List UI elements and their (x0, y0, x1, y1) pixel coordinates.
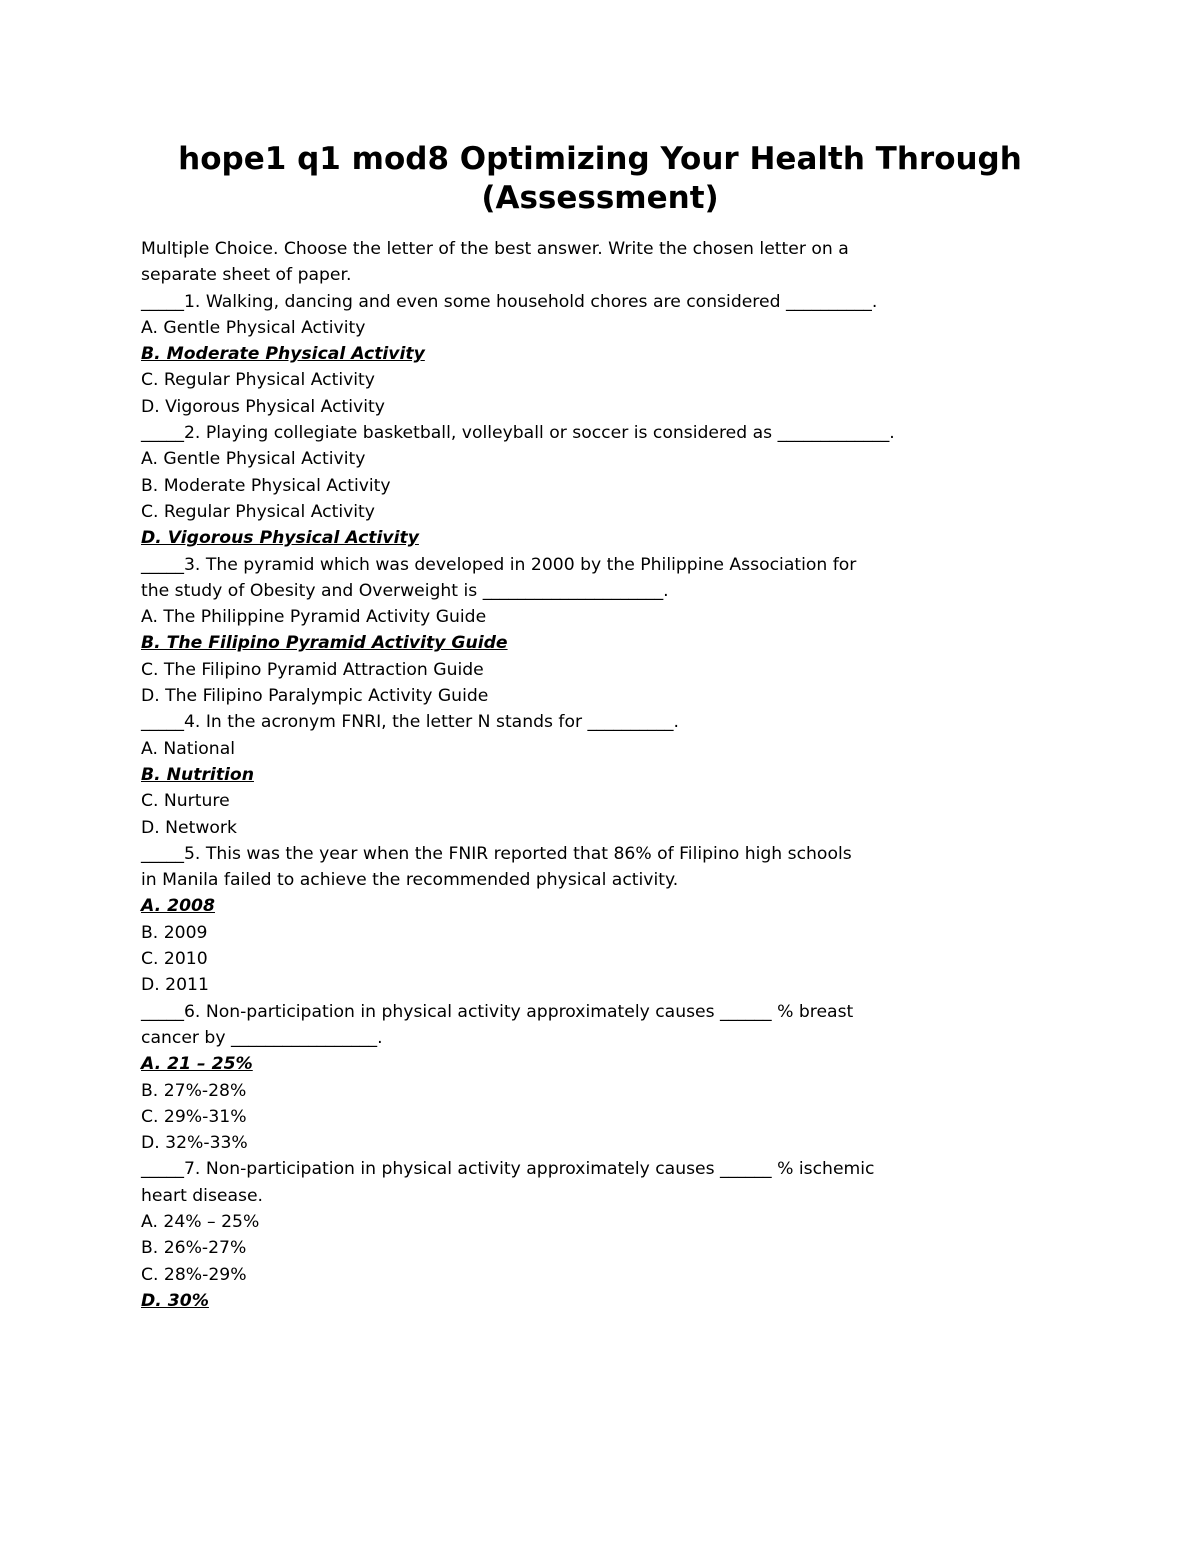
answer-option: B. 2009 (141, 922, 208, 943)
answer-option: A. Gentle Physical Activity (141, 317, 366, 338)
question-stem: _____3. The pyramid which was developed in 2000 by the Philippine Association for (141, 554, 857, 575)
answer-option: A. Gentle Physical Activity (141, 449, 366, 470)
answer-option: C. 2010 (141, 949, 208, 970)
answer-option: D. The Filipino Paralympic Activity Guide (141, 686, 489, 707)
question-stem: _____2. Playing collegiate basketball, volleyball or soccer is considered as _____________. (141, 423, 895, 444)
instructions-line: Multiple Choice. Choose the letter of the best answer. Write the chosen letter on a (141, 239, 849, 259)
answer-option: D. 32%-33% (141, 1133, 248, 1154)
question-stem: _____7. Non-participation in physical activity approximately causes ______ % ischemic (141, 1159, 875, 1180)
question-stem: _____1. Walking, dancing and even some household chores are considered __________. (141, 291, 878, 312)
question-stem: _____6. Non-participation in physical activity approximately causes ______ % breast (141, 1001, 854, 1022)
answer-option: D. Network (141, 817, 237, 838)
question-block (141, 420, 901, 551)
question-stem: cancer by _________________. (141, 1027, 383, 1048)
correct-answer-option: D. 30% (141, 1290, 209, 1311)
correct-answer-option: A. 21 – 25% (141, 1054, 253, 1075)
answer-option: C. The Filipino Pyramid Attraction Guide (141, 659, 484, 680)
question-list (141, 289, 901, 1315)
answer-option: C. Regular Physical Activity (141, 501, 375, 522)
answer-option: A. The Philippine Pyramid Activity Guide (141, 607, 487, 628)
answer-option: B. 27%-28% (141, 1080, 247, 1101)
title-line: hope1 q1 mod8 Optimizing Your Health Through (178, 141, 1022, 177)
answer-option: B. Moderate Physical Activity (141, 475, 391, 496)
document-title (100, 140, 1100, 218)
question-block (141, 709, 901, 840)
question-stem: heart disease. (141, 1185, 264, 1206)
correct-answer-option: B. Nutrition (141, 764, 254, 785)
answer-option: D. Vigorous Physical Activity (141, 396, 385, 417)
correct-answer-option: A. 2008 (141, 896, 215, 917)
correct-answer-option: D. Vigorous Physical Activity (141, 528, 419, 549)
question-block (141, 552, 901, 710)
answer-option: A. National (141, 738, 236, 759)
title-line: (Assessment) (481, 180, 719, 216)
question-block (141, 289, 901, 420)
question-stem: in Manila failed to achieve the recommended physical activity. (141, 870, 679, 891)
instructions-line: separate sheet of paper. (141, 265, 352, 286)
answer-option: C. 29%-31% (141, 1106, 247, 1127)
answer-option: B. 26%-27% (141, 1238, 247, 1259)
question-stem: _____5. This was the year when the FNIR reported that 86% of Filipino high schools (141, 843, 852, 864)
answer-option: C. 28%-29% (141, 1264, 247, 1285)
question-stem: the study of Obesity and Overweight is _____________________. (141, 580, 669, 601)
question-stem: _____4. In the acronym FNRI, the letter N stands for __________. (141, 712, 679, 733)
correct-answer-option: B. Moderate Physical Activity (141, 344, 425, 365)
answer-option: C. Nurture (141, 791, 230, 812)
question-block (141, 841, 901, 999)
correct-answer-option: B. The Filipino Pyramid Activity Guide (141, 633, 508, 654)
answer-option: A. 24% – 25% (141, 1211, 260, 1232)
document-body (141, 236, 901, 1314)
answer-option: C. Regular Physical Activity (141, 370, 375, 391)
answer-option: D. 2011 (141, 975, 209, 996)
question-block (141, 1156, 901, 1314)
question-block (141, 999, 901, 1157)
